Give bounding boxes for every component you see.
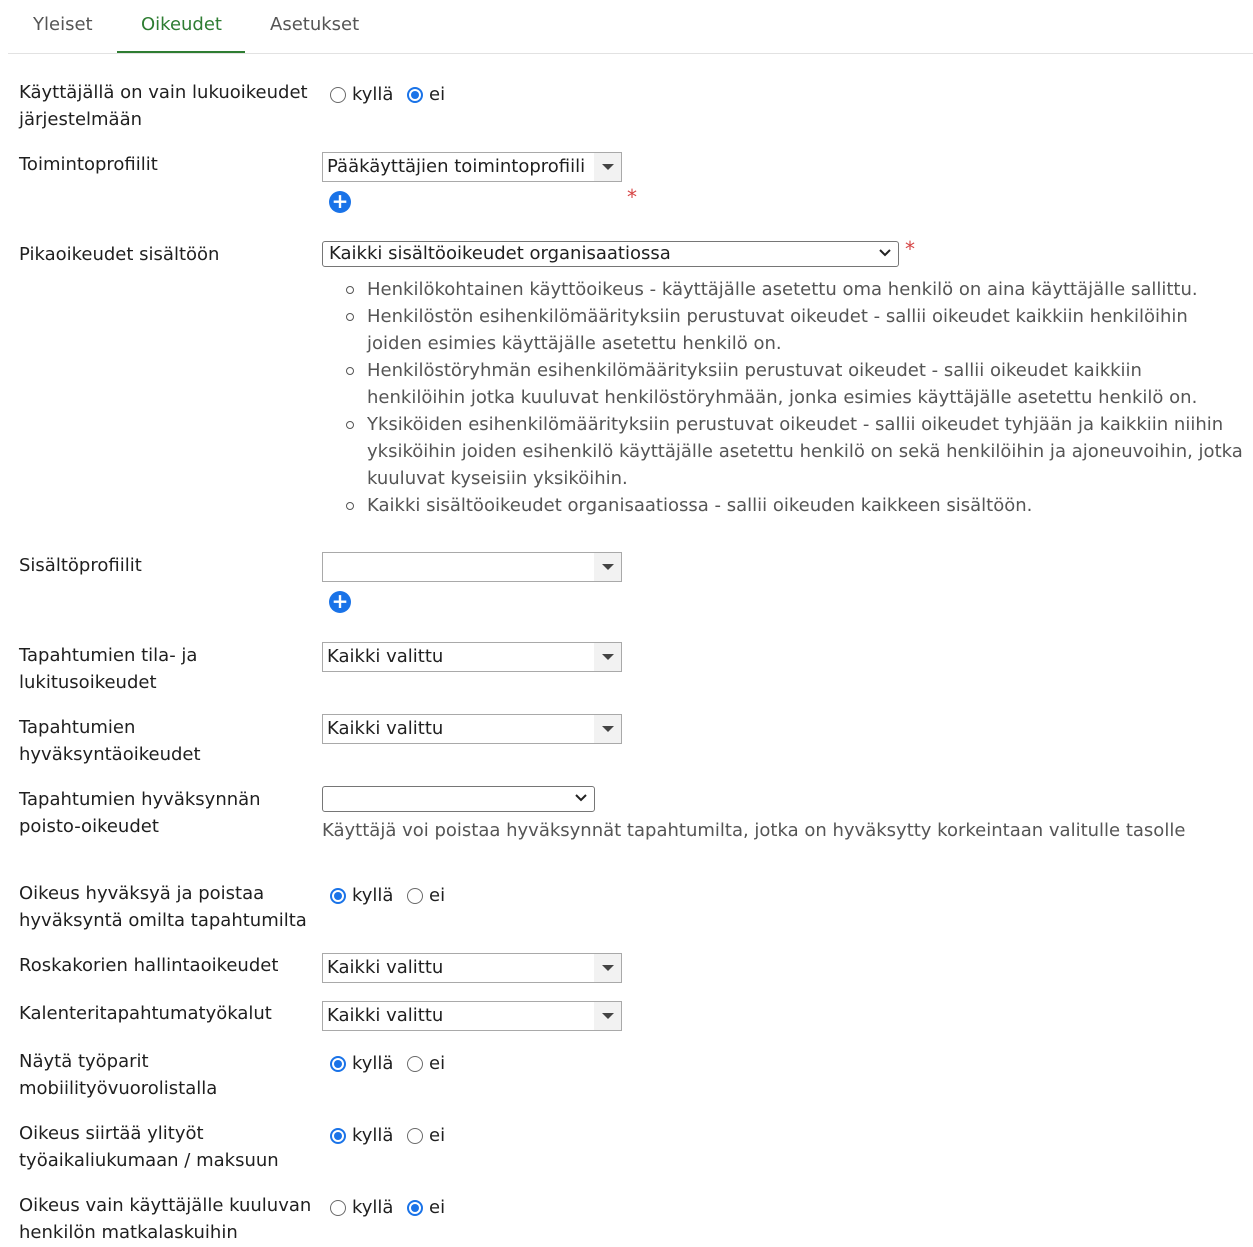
event-state-lock-label: Tapahtumien tila- ja lukitusoikeudet bbox=[19, 645, 198, 693]
required-asterisk: * bbox=[905, 237, 915, 261]
overtime-yes-option[interactable] bbox=[330, 1125, 393, 1146]
event-approval-delete-help: Käyttäjä voi poistaa hyväksynnät tapahtumilta, jotka on hyväksytty korkeintaan valitulle tasolle bbox=[322, 820, 1186, 841]
work-pairs-label: Näytä työparit mobiilityövuorolistalla bbox=[19, 1051, 218, 1099]
quick-rights-select[interactable] bbox=[322, 241, 899, 267]
event-approval-delete-select[interactable] bbox=[322, 786, 595, 812]
add-function-profile-button[interactable] bbox=[329, 191, 351, 213]
calendar-tools-value: Kaikki valittu bbox=[327, 1005, 444, 1026]
tab-rights[interactable]: Oikeudet bbox=[141, 14, 222, 35]
approve-own-no-radio[interactable] bbox=[407, 888, 423, 904]
dropdown-arrow-icon[interactable] bbox=[594, 553, 621, 581]
event-approval-label: Tapahtumien hyväksyntäoikeudet bbox=[19, 717, 201, 765]
function-profiles-label: Toimintoprofiilit bbox=[19, 154, 158, 175]
chevron-down-icon bbox=[574, 791, 588, 805]
approve-own-yes-label: kyllä bbox=[352, 885, 394, 906]
list-item: Kaikki sisältöoikeudet organisaatiossa - sallii oikeuden kaikkeen sisältöön. bbox=[344, 492, 1244, 519]
event-approval-value: Kaikki valittu bbox=[327, 718, 444, 739]
dropdown-arrow-icon[interactable] bbox=[594, 1002, 621, 1030]
function-profiles-value: Pääkäyttäjien toimintoprofiili bbox=[327, 156, 586, 177]
calendar-tools-label: Kalenteritapahtumatyökalut bbox=[19, 1003, 272, 1024]
travel-yes-label: kyllä bbox=[352, 1197, 394, 1218]
readonly-yes-label: kyllä bbox=[352, 84, 394, 105]
tab-general[interactable]: Yleiset bbox=[33, 14, 93, 35]
approve-own-yes-radio[interactable] bbox=[330, 888, 346, 904]
event-approval-combo[interactable] bbox=[322, 714, 622, 744]
add-content-profile-button[interactable] bbox=[329, 591, 351, 613]
event-approval-delete-label: Tapahtumien hyväksynnän poisto-oikeudet bbox=[19, 789, 261, 837]
list-item: Henkilökohtainen käyttöoikeus - käyttäjälle asetettu oma henkilö on aina käyttäjälle sallittu. bbox=[344, 276, 1244, 303]
function-profiles-combo[interactable] bbox=[322, 152, 622, 182]
dropdown-arrow-icon[interactable] bbox=[594, 153, 621, 181]
work-pairs-yes-label: kyllä bbox=[352, 1053, 394, 1074]
event-state-lock-value: Kaikki valittu bbox=[327, 646, 444, 667]
approve-own-no-option[interactable] bbox=[407, 885, 445, 906]
work-pairs-no-label: ei bbox=[429, 1053, 446, 1074]
list-item: Henkilöstöryhmän esihenkilömäärityksiin perustuvat oikeudet - sallii oikeudet kaikkiin henkilöihin jotka kuuluvat henkilöstöryhmään, jonka esimies käyttäjälle asetettu henkilö on. bbox=[344, 357, 1244, 411]
readonly-no-label: ei bbox=[429, 84, 446, 105]
dropdown-arrow-icon[interactable] bbox=[594, 954, 621, 982]
active-tab-indicator bbox=[117, 51, 245, 53]
quick-rights-value: Kaikki sisältöoikeudet organisaatiossa bbox=[329, 243, 671, 264]
content-profiles-label: Sisältöprofiilit bbox=[19, 555, 142, 576]
tab-settings[interactable]: Asetukset bbox=[270, 14, 360, 35]
travel-yes-radio[interactable] bbox=[330, 1200, 346, 1216]
work-pairs-no-option[interactable] bbox=[407, 1053, 445, 1074]
event-state-lock-combo[interactable] bbox=[322, 642, 622, 672]
overtime-no-label: ei bbox=[429, 1125, 446, 1146]
plus-icon: + bbox=[331, 189, 349, 213]
trash-label: Roskakorien hallintaoikeudet bbox=[19, 955, 279, 976]
travel-yes-option[interactable] bbox=[330, 1197, 393, 1218]
approve-own-yes-option[interactable] bbox=[330, 885, 393, 906]
overtime-yes-label: kyllä bbox=[352, 1125, 394, 1146]
readonly-no-option[interactable] bbox=[407, 84, 445, 105]
quick-rights-descriptions bbox=[344, 276, 1244, 519]
overtime-yes-radio[interactable] bbox=[330, 1128, 346, 1144]
work-pairs-yes-option[interactable] bbox=[330, 1053, 393, 1074]
readonly-label: Käyttäjällä on vain lukuoikeudet järjestelmään bbox=[19, 82, 308, 130]
calendar-tools-combo[interactable] bbox=[322, 1001, 622, 1031]
dropdown-arrow-icon[interactable] bbox=[594, 715, 621, 743]
content-profiles-combo[interactable] bbox=[322, 552, 622, 582]
travel-no-label: ei bbox=[429, 1197, 446, 1218]
chevron-down-icon bbox=[878, 246, 892, 260]
dropdown-arrow-icon[interactable] bbox=[594, 643, 621, 671]
work-pairs-no-radio[interactable] bbox=[407, 1056, 423, 1072]
readonly-no-radio[interactable] bbox=[407, 87, 423, 103]
work-pairs-yes-radio[interactable] bbox=[330, 1056, 346, 1072]
travel-label: Oikeus vain käyttäjälle kuuluvan henkilön matkalaskuihin bbox=[19, 1195, 312, 1243]
tab-bar bbox=[8, 0, 1253, 54]
overtime-no-radio[interactable] bbox=[407, 1128, 423, 1144]
overtime-no-option[interactable] bbox=[407, 1125, 445, 1146]
travel-no-option[interactable] bbox=[407, 1197, 445, 1218]
travel-no-radio[interactable] bbox=[407, 1200, 423, 1216]
required-asterisk: * bbox=[627, 185, 637, 209]
trash-value: Kaikki valittu bbox=[327, 957, 444, 978]
list-item: Henkilöstön esihenkilömäärityksiin perustuvat oikeudet - sallii oikeudet kaikkiin henkilöihin joiden esimies käyttäjälle asetettu henkilö on. bbox=[344, 303, 1244, 357]
approve-own-label: Oikeus hyväksyä ja poistaa hyväksyntä omilta tapahtumilta bbox=[19, 883, 307, 931]
approve-own-no-label: ei bbox=[429, 885, 446, 906]
list-item: Yksiköiden esihenkilömäärityksiin perustuvat oikeudet - sallii oikeudet tyhjään ja kaikkiin niihin yksiköihin joiden esihenkilö käyttäjälle asetettu henkilö on sekä henkilöihin ja ajoneuvoihin, jotka kuuluvat kyseisiin yksiköihin. bbox=[344, 411, 1244, 492]
plus-icon: + bbox=[331, 589, 349, 613]
quick-rights-label: Pikaoikeudet sisältöön bbox=[19, 244, 220, 265]
trash-combo[interactable] bbox=[322, 953, 622, 983]
readonly-yes-radio[interactable] bbox=[330, 87, 346, 103]
readonly-yes-option[interactable] bbox=[330, 84, 393, 105]
overtime-label: Oikeus siirtää ylityöt työaikaliukumaan / maksuun bbox=[19, 1123, 279, 1171]
